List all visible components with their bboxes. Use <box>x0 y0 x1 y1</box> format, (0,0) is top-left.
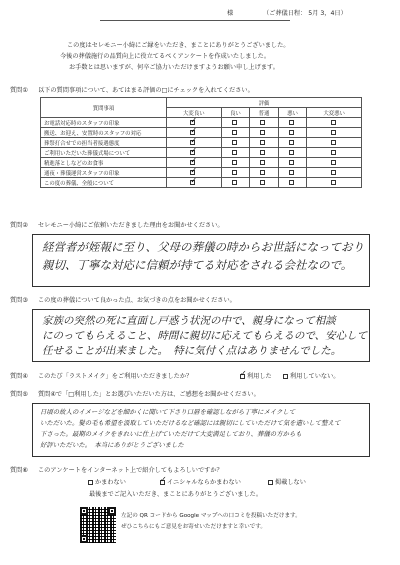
eval-row-label: 葬祭打合せでの担当者接遇態度 <box>41 138 167 148</box>
funeral-date: （ご葬儀日程： 5月 3，4日） <box>263 10 347 17</box>
q1-text: 以下の質問事項について、あてはまる評価の□にチェックを入れてください。 <box>38 87 254 94</box>
qr-finder <box>108 507 116 515</box>
checkbox-checked[interactable] <box>190 140 195 145</box>
q6-option-no-label: 掲載しない <box>275 479 306 486</box>
checkbox[interactable] <box>232 170 237 175</box>
table-row <box>41 158 362 168</box>
checkbox[interactable] <box>260 150 265 155</box>
qr-finder <box>80 507 88 515</box>
q2-answer-line-1: 経営者が姪報に至り、父母の葬儀の時からお世話になっており <box>42 240 364 254</box>
q6-text: このアンケートをインターネット上で紹介してもよろしいですか？ <box>38 467 223 474</box>
q6-option-ok[interactable] <box>88 479 126 487</box>
q4-option-not-used[interactable] <box>283 373 340 381</box>
eval-col-3: 悪い <box>278 108 307 118</box>
footer-line-2: ぜひこちらにもご意見をお寄せいただけますと幸いです。 <box>121 524 266 530</box>
qr-finder <box>80 535 88 543</box>
checkbox[interactable] <box>289 160 294 165</box>
q2-text: セレモニー小綺にご依頼いただきました理由をお聞かせください。 <box>38 222 224 229</box>
intro-line-3: お手数とは思いますが、何卒ご協力いただけますようお願い申し上げます。 <box>69 64 279 71</box>
checkbox[interactable] <box>331 180 336 185</box>
q4-option-used-label: 利用した <box>247 373 272 380</box>
checkbox[interactable] <box>232 120 237 125</box>
checkbox-checked[interactable] <box>190 160 195 165</box>
checkbox[interactable] <box>232 180 237 185</box>
q5-answer-line-4: 好評いただいた。 本当にありがとうございました <box>40 441 184 449</box>
checkbox[interactable] <box>232 160 237 165</box>
recipient-sama: 様 <box>227 10 234 17</box>
q4-text: このたび「ラストメイク」をご利用いただきましたか？ <box>38 373 193 380</box>
q6-closing-note: 最後までご記入いただき、まことにありがとうございました。 <box>89 491 263 498</box>
eval-col-0: 大変良い <box>167 108 222 118</box>
q4-label: 質問④ <box>10 373 28 380</box>
q6-option-ok-label: かまわない <box>95 479 126 486</box>
checkbox[interactable] <box>232 130 237 135</box>
q5-answer-line-2: いただいた。髪の毛も希望を汲取していただけるなど確認には親切にしていただけて気を遣いして整えて <box>40 419 341 427</box>
table-row <box>41 118 362 128</box>
qr-code[interactable] <box>80 507 116 543</box>
q1-label: 質問① <box>10 87 28 94</box>
checkbox[interactable] <box>283 374 288 379</box>
checkbox[interactable] <box>289 150 294 155</box>
q2-label: 質問② <box>10 222 28 229</box>
q6-option-initial[interactable] <box>160 479 241 487</box>
checkbox[interactable] <box>289 130 294 135</box>
q3-answer-line-1: 家族の突然の死に直面し戸惑う状況の中で、親身になって相談 <box>42 315 336 327</box>
checkbox-checked[interactable] <box>160 480 165 485</box>
q2-answer-line-2: 親切、丁寧な対応に信頼が持てる対応をされる会社なので。 <box>42 258 353 272</box>
checkbox-checked[interactable] <box>240 374 245 379</box>
q5-answer-line-3: 下さった。最期のメイクをきれいに仕上げていただけて大変満足しており、葬儀の方からも <box>40 430 302 438</box>
checkbox[interactable] <box>260 140 265 145</box>
checkbox[interactable] <box>260 180 265 185</box>
checkbox[interactable] <box>289 170 294 175</box>
checkbox[interactable] <box>331 170 336 175</box>
header-underline <box>100 20 290 21</box>
checkbox[interactable] <box>331 160 336 165</box>
q3-label: 質問③ <box>10 297 28 304</box>
intro-line-2: 今後の葬儀施行の品質向上に役立てるべくアンケートを作成いたしました。 <box>60 53 271 60</box>
evaluation-table <box>40 97 362 188</box>
table-row <box>41 148 362 158</box>
eval-row-label: お電話対応時のスタッフの印象 <box>41 118 167 128</box>
checkbox[interactable] <box>232 140 237 145</box>
footer-line-1: 左記の QR コードから Google マップへの口コミを投稿いただけます。 <box>121 513 301 519</box>
checkbox-checked[interactable] <box>190 130 195 135</box>
checkbox[interactable] <box>260 130 265 135</box>
eval-row-label: 搬送、お迎え、安置時のスタッフの対応 <box>41 128 167 138</box>
checkbox-checked[interactable] <box>190 180 195 185</box>
table-row <box>41 168 362 178</box>
q5-answer-line-1: 日頃の故人のイメージなどを細かくに聞いて下さり口唇を確認しながら丁寧にメイクして <box>40 408 296 416</box>
table-row <box>41 138 362 148</box>
checkbox-checked[interactable] <box>190 170 195 175</box>
eval-row-label: この度の葬儀、全般について <box>41 178 167 188</box>
eval-header-eval: 評価 <box>167 98 362 108</box>
q6-option-initial-label: イニシャルならかまわない <box>167 479 241 486</box>
q3-answer-line-3: 任せることが出来ました。 特に気付く点はありませんでした。 <box>42 345 342 357</box>
q5-label: 質問⑤ <box>10 391 28 398</box>
checkbox[interactable] <box>232 150 237 155</box>
eval-row-label: 精進落としなどのお食事 <box>41 158 167 168</box>
checkbox[interactable] <box>260 120 265 125</box>
q4-option-used[interactable] <box>240 373 272 381</box>
eval-col-4: 大変悪い <box>307 108 362 118</box>
q6-label: 質問⑥ <box>10 467 28 474</box>
checkbox[interactable] <box>289 140 294 145</box>
checkbox-checked[interactable] <box>190 150 195 155</box>
checkbox[interactable] <box>289 180 294 185</box>
q5-text: 質問④で「□利用した」とお選びいただいた方は、ご感想をお聞かせください。 <box>38 391 260 398</box>
q3-answer-line-2: にのってもらえること、時間に親切に応えてもらえるので、安心して <box>42 330 368 342</box>
checkbox[interactable] <box>331 140 336 145</box>
intro-line-1: この度はセレモニー小綺にご縁をいただき、まことにありがとうございました。 <box>67 42 290 49</box>
checkbox[interactable] <box>289 120 294 125</box>
checkbox[interactable] <box>268 480 273 485</box>
checkbox-checked[interactable] <box>190 120 195 125</box>
checkbox[interactable] <box>331 130 336 135</box>
q4-option-not-used-label: 利用していない。 <box>290 373 340 380</box>
checkbox[interactable] <box>331 120 336 125</box>
eval-col-1: 良い <box>221 108 250 118</box>
eval-col-2: 普通 <box>250 108 279 118</box>
checkbox[interactable] <box>88 480 93 485</box>
q3-text: この度の葬儀について良かった点、お気づきの点をお聞かせください。 <box>38 297 236 304</box>
q6-option-no[interactable] <box>268 479 306 487</box>
checkbox[interactable] <box>260 160 265 165</box>
table-row <box>41 128 362 138</box>
eval-row-label: ご利用いただいた葬儀式場について <box>41 148 167 158</box>
table-row <box>41 178 362 188</box>
checkbox[interactable] <box>260 170 265 175</box>
eval-row-label: 通夜・葬儀運営スタッフの印象 <box>41 168 167 178</box>
eval-header-item: 質問事項 <box>41 98 167 118</box>
checkbox[interactable] <box>331 150 336 155</box>
